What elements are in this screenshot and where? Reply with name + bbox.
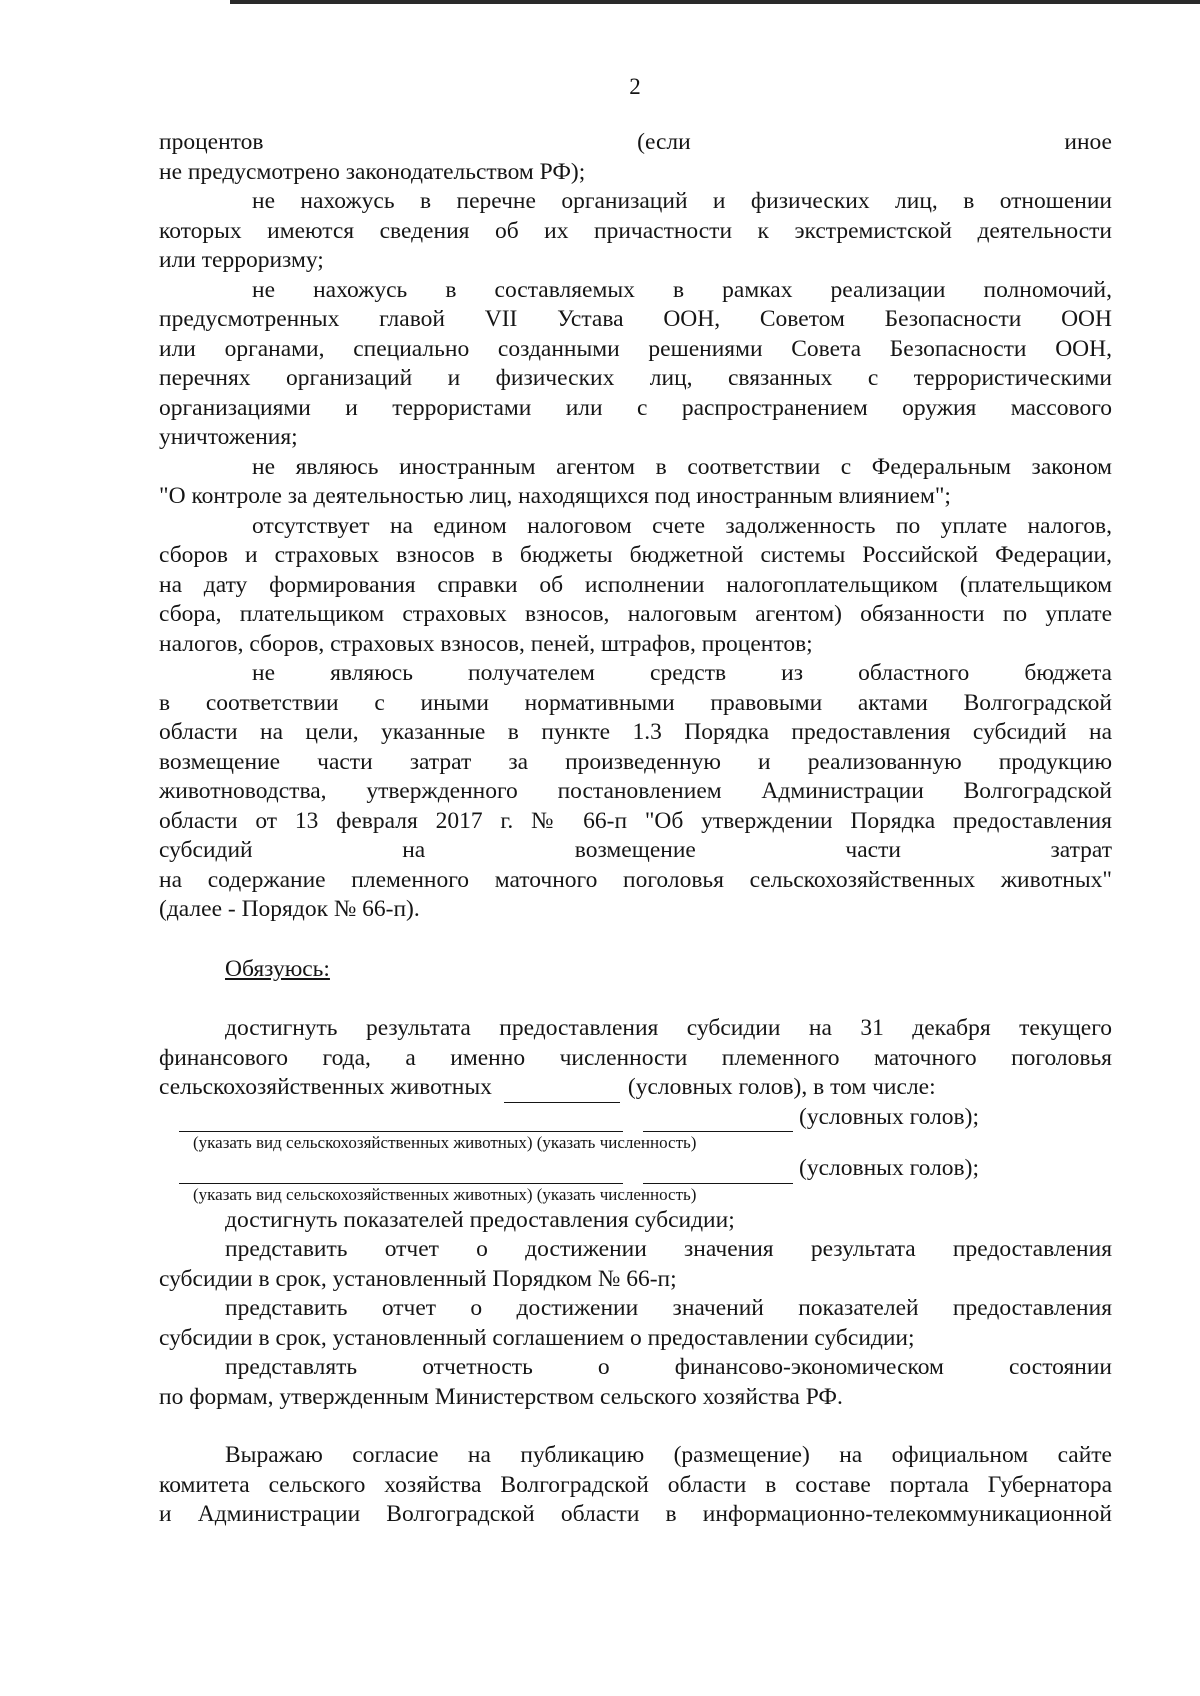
text-line: не нахожусь в перечне организаций и физических лиц, в отношении	[252, 188, 1112, 214]
text-line: финансового года, а именно численности племенного маточного поголовья	[159, 1044, 1112, 1071]
text-line: предусмотренных главой VII Устава ООН, Советом Безопасности ООН	[159, 306, 1112, 332]
units-label: (условных голов);	[799, 1103, 979, 1130]
livestock-total-row	[159, 1073, 1112, 1103]
text-line: области от 13 февраля 2017 г. № 66-п "Об утверждении Порядка предоставления	[159, 807, 1112, 834]
page-number: 2	[629, 74, 641, 99]
text-line: (далее - Порядок № 66-п).	[159, 896, 420, 922]
text-line: комитета сельского хозяйства Волгоградской области в составе портала Губернатора	[159, 1471, 1112, 1498]
text-line: по формам, утвержденным Министерством сельского хозяйства РФ.	[159, 1383, 843, 1410]
text-line: области на цели, указанные в пункте 1.3 Порядка предоставления субсидий на	[159, 719, 1112, 745]
text-line: не предусмотрено законодательством РФ);	[159, 158, 586, 185]
text-line: Выражаю согласие на публикацию (размещение) на официальном сайте	[225, 1442, 1112, 1468]
text-line: отсутствует на едином налоговом счете задолженность по уплате налогов,	[252, 512, 1112, 539]
livestock-type-row-1	[159, 1103, 1112, 1133]
text-line: которых имеются сведения об их причастности к экстремистской деятельности	[159, 217, 1112, 244]
text-line: не являюсь иностранным агентом в соответствии с Федеральным законом	[252, 453, 1112, 480]
text-line: налогов, сборов, страховых взносов, пеней, штрафов, процентов;	[159, 630, 813, 657]
text-line: представить отчет о достижении значений показателей предоставления	[225, 1295, 1112, 1321]
text-line: или органами, специально созданными решениями Совета Безопасности ООН,	[159, 335, 1112, 362]
text-line: представить отчет о достижении значения результата предоставления	[225, 1236, 1112, 1262]
text-line: "О контроле за деятельностью лиц, находящихся под иностранным влиянием";	[159, 483, 951, 509]
field-caption: (указать вид сельскохозяйственных животных) (указать численность)	[193, 1133, 697, 1152]
text-line: не являюсь получателем средств из областного бюджета	[252, 660, 1112, 686]
animal-count-blank-1[interactable]	[643, 1109, 793, 1132]
obligations-heading: Обязуюсь:	[225, 955, 330, 982]
animal-count-blank-2[interactable]	[643, 1161, 793, 1184]
text-line: уничтожения;	[159, 424, 298, 450]
text-line: субсидии в срок, установленный соглашением о предоставлении субсидии;	[159, 1324, 915, 1351]
text-line: животноводства, утвержденного постановлением Администрации Волгоградской	[159, 778, 1112, 804]
text-fragment: сельскохозяйственных животных	[159, 1074, 492, 1100]
text-fragment: (условных голов), в том числе:	[627, 1074, 936, 1100]
text-line: процентов (если иное	[159, 129, 1112, 155]
text-line: достигнуть результата предоставления субсидии на 31 декабря текущего	[225, 1015, 1112, 1041]
livestock-type-row-2	[159, 1154, 1112, 1184]
animal-type-blank-1[interactable]	[179, 1109, 623, 1132]
text-line: и Администрации Волгоградской области в информационно-телекоммуникационной	[159, 1501, 1112, 1527]
animal-type-blank-2[interactable]	[179, 1161, 623, 1184]
text-line: сборов и страховых взносов в бюджеты бюджетной системы Российской Федерации,	[159, 542, 1112, 568]
scan-top-edge	[230, 0, 1200, 4]
spacer	[159, 925, 1112, 955]
text-line: на содержание племенного маточного поголовья сельскохозяйственных животных"	[159, 866, 1112, 893]
spacer	[159, 1412, 1112, 1441]
text-line: на дату формирования справки об исполнении налогоплательщиком (плательщиком	[159, 571, 1112, 598]
text-line: перечнях организаций и физических лиц, связанных с террористическими	[159, 365, 1112, 391]
document-body	[159, 128, 1112, 1530]
text-line: или терроризму;	[159, 247, 324, 273]
text-line: сбора, плательщиком страховых взносов, налоговым агентом) обязанности по уплате	[159, 601, 1112, 627]
text-line: возмещение части затрат за произведенную и реализованную продукцию	[159, 748, 1112, 775]
field-caption: (указать вид сельскохозяйственных животных) (указать численность)	[193, 1184, 697, 1204]
text-line: представлять отчетность о финансово-экономическом состоянии	[225, 1354, 1112, 1380]
text-line: организациями и террористами или с распространением оружия массового	[159, 394, 1112, 421]
text-line: достигнуть показателей предоставления субсидии;	[225, 1206, 735, 1233]
spacer	[159, 984, 1112, 1014]
units-label: (условных голов);	[799, 1155, 979, 1181]
livestock-total-blank[interactable]	[504, 1080, 620, 1103]
text-line: в соответствии с иными нормативными правовыми актами Волгоградской	[159, 689, 1112, 716]
text-line: субсидий на возмещение части затрат	[159, 837, 1112, 863]
text-line: субсидии в срок, установленный Порядком № 66-п;	[159, 1265, 677, 1292]
text-line: не нахожусь в составляемых в рамках реализации полномочий,	[252, 276, 1112, 303]
